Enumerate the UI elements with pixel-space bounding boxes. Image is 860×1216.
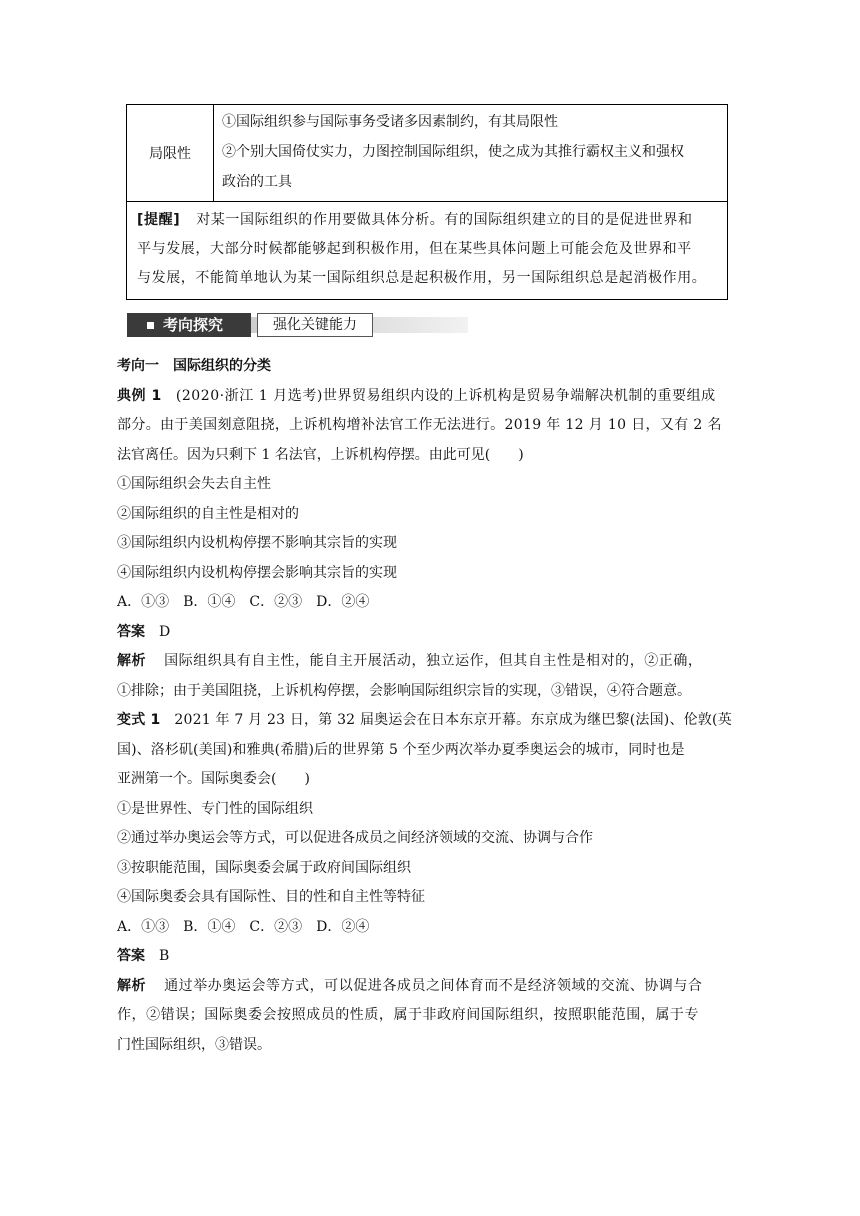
- section-banner: [127, 313, 468, 337]
- answer-value: D: [159, 623, 171, 640]
- limitation-table: [126, 104, 728, 300]
- answer-label: 答案: [117, 623, 145, 640]
- banner-light-tab: 强化关键能力: [257, 313, 373, 337]
- variant-line: 国)、洛杉矶(美国)和雅典(希腊)后的世界第 5 个至少两次举办夏季奥运会的城市，同时也是: [117, 741, 685, 758]
- option: ①国际组织会失去自主性: [117, 476, 271, 492]
- row-label: 局限性: [127, 105, 214, 202]
- banner-dark-label: 考向探究: [163, 316, 224, 334]
- option: ②国际组织的自主性是相对的: [117, 505, 299, 522]
- option: ④国际奥委会具有国际性、目的性和自主性等特征: [117, 889, 425, 905]
- example-line: [117, 382, 737, 412]
- heading-title: 国际组织的分类: [173, 358, 271, 374]
- analysis-line: 门性国际组织，③错误。: [117, 1036, 271, 1053]
- content-line: ①国际组织参与国际事务受诸多因素制约，有其局限性: [222, 114, 558, 130]
- analysis-line: [117, 972, 737, 1002]
- section-heading: [117, 352, 737, 382]
- example-text: (2020·浙江 1 月选考)世界贸易组织内设的上诉机构是贸易争端解决机制的重要组成: [175, 387, 716, 404]
- table-row: [127, 202, 728, 300]
- variant-label: 变式 1: [117, 712, 161, 728]
- tip-line: 与发展，不能简单地认为某一国际组织总是起积极作用，另一国际组织总是起消极作用。: [137, 270, 707, 286]
- reminder-cell: [127, 202, 728, 300]
- answer-line: [117, 618, 737, 648]
- table-row: [127, 105, 728, 202]
- variant-line: 亚洲第一个。国际奥委会( ): [117, 771, 310, 787]
- variant-line: [117, 706, 737, 736]
- tip-line: 平与发展，大部分时候都能够起到积极作用，但在某些具体问题上可能会危及世界和平: [137, 241, 692, 257]
- choices: A．①③ B．①④ C．②③ D．②④: [117, 594, 370, 610]
- content-line: ②个别大国倚仗实力，力图控制国际组织，使之成为其推行霸权主义和强权: [222, 144, 684, 160]
- example-line: 部分。由于美国刻意阻挠，上诉机构增补法官工作无法进行。2019 年 12 月 10 日，又有 2 名: [117, 417, 722, 433]
- tip-line: [137, 206, 719, 235]
- content-line: 政治的工具: [222, 174, 292, 190]
- option: ③按职能范围，国际奥委会属于政府间国际组织: [117, 859, 411, 876]
- square-bullet-icon: [147, 322, 154, 329]
- option: ①是世界性、专门性的国际组织: [117, 800, 313, 817]
- analysis-line: 作，②错误；国际奥委会按照成员的性质，属于非政府间国际组织，按照职能范围，属于专: [117, 1007, 699, 1023]
- option: ②通过举办奥运会等方式，可以促进各成员之间经济领域的交流、协调与合作: [117, 830, 593, 846]
- answer-value: B: [159, 948, 170, 964]
- banner-dark-tab: [127, 313, 251, 337]
- analysis-line: ①排除；由于美国阻挠，上诉机构停摆，会影响国际组织宗旨的实现，③错误，④符合题意。: [117, 682, 691, 699]
- analysis-text: 国际组织具有自主性，能自主开展活动，独立运作，但其自主性是相对的，②正确，: [164, 653, 703, 669]
- main-body: [117, 352, 737, 1060]
- example-label: 典例 1: [117, 387, 162, 404]
- answer-line: [117, 942, 737, 972]
- heading-key: 考向一: [117, 358, 159, 374]
- analysis-text: 通过举办奥运会等方式，可以促进各成员之间体育而不是经济领域的交流、协调与合: [164, 977, 703, 994]
- variant-text: 2021 年 7 月 23 日，第 32 届奥运会在日本东京开幕。东京成为继巴黎(法国)、伦敦(英: [174, 712, 732, 728]
- analysis-label: 解析: [117, 653, 147, 669]
- answer-label: 答案: [117, 948, 145, 964]
- analysis-label: 解析: [117, 977, 147, 994]
- option: ③国际组织内设机构停摆不影响其宗旨的实现: [117, 535, 397, 551]
- row-content: [214, 105, 728, 202]
- analysis-line: [117, 647, 737, 677]
- option: ④国际组织内设机构停摆会影响其宗旨的实现: [117, 564, 397, 581]
- tip-key: [提醒]: [137, 212, 181, 228]
- example-line: 法官离任。因为只剩下 1 名法官，上诉机构停摆。由此可见( ): [117, 446, 524, 463]
- tip-text: 对某一国际组织的作用要做具体分析。有的国际组织建立的目的是促进世界和: [196, 212, 693, 228]
- choices: A．①③ B．①④ C．②③ D．②④: [117, 918, 370, 935]
